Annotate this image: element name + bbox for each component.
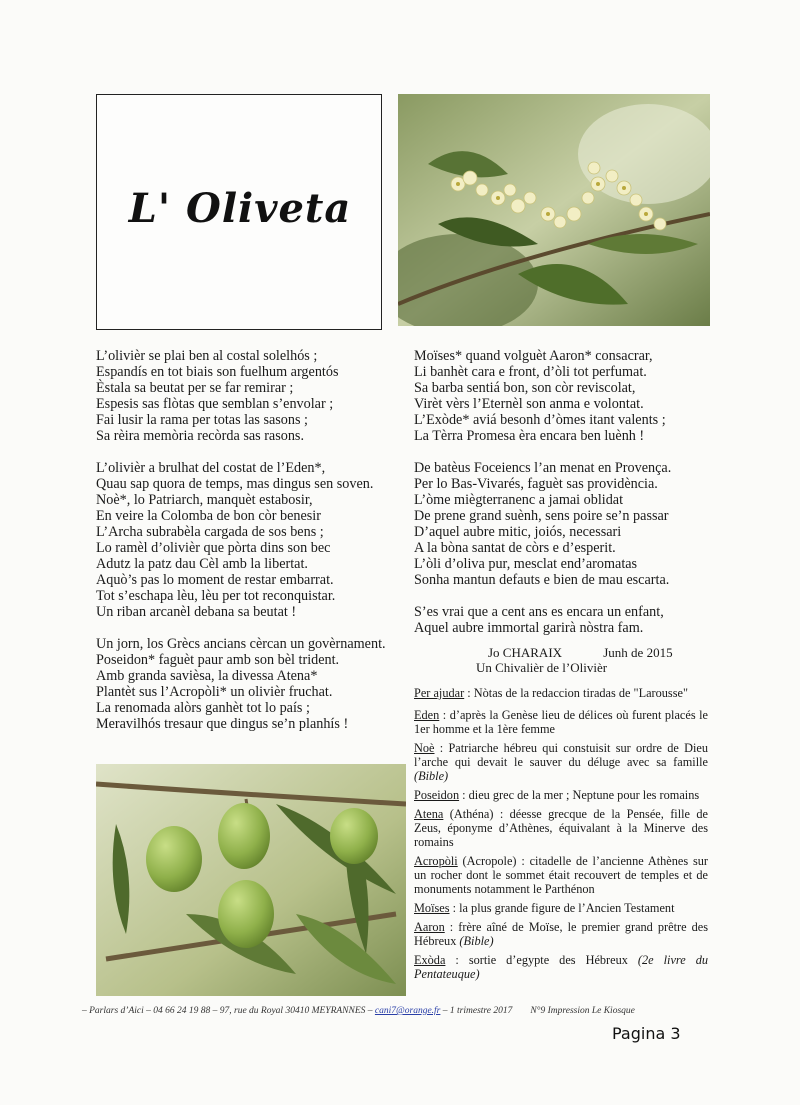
glossary-item bbox=[414, 901, 708, 915]
poem-line: Sa barba sentiá bon, son còr reviscolat, bbox=[414, 380, 636, 396]
poem-line: L’olivièr se plai ben al costal solelhós ; bbox=[96, 348, 318, 364]
stanza bbox=[96, 460, 396, 620]
poem-line: L’Archa subrabèla cargada de sos bens ; bbox=[96, 524, 324, 540]
glossary-item bbox=[414, 920, 708, 948]
poem-line: Poseidon* faguèt paur amb son bèl trident. bbox=[96, 652, 340, 668]
glossary-item bbox=[414, 807, 708, 849]
glossary-term: Noè bbox=[414, 741, 435, 755]
glossary bbox=[414, 686, 708, 986]
footer-period: – 1 trimestre 2017 bbox=[440, 1006, 513, 1016]
page-title: L' Oliveta bbox=[128, 185, 352, 232]
poem-line: Meravilhós tresaur que dingus se’n planhís ! bbox=[96, 716, 349, 732]
poem-line: La Tèrra Promesa èra encara ben luènh ! bbox=[414, 428, 645, 444]
footer-contact bbox=[82, 1006, 702, 1016]
footer-issue: N°9 Impression Le Kiosque bbox=[530, 1006, 635, 1016]
poem-line: S’es vrai que a cent ans es encara un enfant, bbox=[414, 604, 664, 620]
poem-line: De batèus Foceiencs l’an menat en Provença. bbox=[414, 460, 672, 476]
glossary-heading-term: Per ajudar bbox=[414, 686, 465, 700]
glossary-definition: : la plus grande figure de l’Ancien Testament bbox=[449, 901, 675, 915]
poem-line: Plantèt sus l’Acropòli* un olivièr fruchat. bbox=[96, 684, 333, 700]
signature bbox=[476, 645, 673, 675]
poem-line: Aquel aubre immortal garirà nòstra fam. bbox=[414, 620, 644, 636]
poem-line: Èstala sa beutat per se far remirar ; bbox=[96, 380, 294, 396]
poem-line: Lo ramèl d’olivièr que pòrta dins son bec bbox=[96, 540, 331, 556]
poem-line: L’òli d’oliva pur, mesclat end’aromatas bbox=[414, 556, 638, 572]
poem-line: Quau sap quora de temps, mas dingus sen soven. bbox=[96, 476, 374, 492]
glossary-term: Eden bbox=[414, 708, 440, 722]
title-box bbox=[96, 94, 382, 330]
glossary-heading-text: : Nòtas de la redaccion tiradas de "Larousse" bbox=[464, 686, 688, 700]
author-role: Un Chivalièr de l’Olivièr bbox=[476, 660, 608, 675]
footer-email-link[interactable]: cani7@orange.fr bbox=[374, 1006, 441, 1016]
stanza bbox=[414, 348, 714, 444]
poem-line: Espandís en tot biais son fuelhum argentós bbox=[96, 364, 339, 380]
poem-right-column bbox=[414, 348, 714, 652]
glossary-item bbox=[414, 953, 708, 981]
poem-line: Noè*, lo Patriarch, manquèt estabosir, bbox=[96, 492, 313, 508]
poem-line: Sonha mantun defauts e bien de mau escarta. bbox=[414, 572, 670, 588]
poem-line: Per lo Bas-Vivarés, faguèt sas providència. bbox=[414, 476, 658, 492]
glossary-item bbox=[414, 854, 708, 896]
poem-line: Virèt vèrs l’Eternèl son anma e volontat. bbox=[414, 396, 644, 412]
author-name: Jo CHARAIX bbox=[488, 645, 563, 660]
poem-line: Adutz la patz dau Cèl amb la libertat. bbox=[96, 556, 308, 572]
poem-line: L’Exòde* aviá besonh d’òmes itant valents ; bbox=[414, 412, 666, 428]
poem-line: De prene grand suènh, sens poire se’n passar bbox=[414, 508, 669, 524]
poem-line: Aquò’s pas lo moment de restar embarrat. bbox=[96, 572, 334, 588]
glossary-definition: : sortie d’egypte des Hébreux bbox=[445, 953, 638, 967]
green-olives-photo bbox=[96, 764, 406, 996]
poem-line: L’òme miègterranenc a jamai oblidat bbox=[414, 492, 624, 508]
glossary-definition: (Acropole) : citadelle de l’ancienne Athènes sur un rocher dont le sommet était recouvert de temples et de monuments notamment le Parthénon bbox=[414, 854, 708, 896]
glossary-term: Atena bbox=[414, 807, 444, 821]
glossary-source: (2e livre du Pentateuque) bbox=[414, 953, 708, 981]
poem-line: Sa rèira memòria recòrda sas rasons. bbox=[96, 428, 304, 444]
poem-line: Un riban arcanèl debana sa beutat ! bbox=[96, 604, 297, 620]
poem-line: D’aquel aubre mitic, joiós, necessari bbox=[414, 524, 622, 540]
glossary-item bbox=[414, 741, 708, 783]
glossary-source: (Bible) bbox=[414, 769, 449, 783]
glossary-term: Exòda bbox=[414, 953, 446, 967]
poem-line: Un jorn, los Grècs ancians cèrcan un govèrnament. bbox=[96, 636, 386, 652]
glossary-definition: : d’après la Genèse lieu de délices où furent placés le 1er homme et la 1ère femme bbox=[414, 708, 708, 736]
glossary-definition: : dieu grec de la mer ; Neptune pour les romains bbox=[459, 788, 700, 802]
poem-line: Fai lusir la rama per totas las sasons ; bbox=[96, 412, 308, 428]
stanza bbox=[414, 604, 714, 636]
poem-line: Amb granda savièsa, la divessa Atena* bbox=[96, 668, 318, 684]
stanza bbox=[96, 636, 396, 732]
stanza bbox=[414, 460, 714, 588]
glossary-term: Poseidon bbox=[414, 788, 460, 802]
glossary-source: (Bible) bbox=[459, 934, 494, 948]
glossary-term: Acropòli bbox=[414, 854, 458, 868]
glossary-definition: (Athéna) : déesse grecque de la Pensée, fille de Zeus, éponyme d’Athènes, équivalant à la Minerve des romains bbox=[414, 807, 708, 849]
stanza bbox=[96, 348, 396, 444]
poem-line: La renomada alòrs ganhèt tot lo país ; bbox=[96, 700, 310, 716]
footer-address: – Parlars d’Aici – 04 66 24 19 88 – 97, rue du Royal 30410 MEYRANNES – bbox=[82, 1006, 375, 1016]
poem-line: Tot s’eschapa lèu, lèu per tot reconquistar. bbox=[96, 588, 336, 604]
olive-blossom-photo bbox=[398, 94, 710, 326]
poem-left-column bbox=[96, 348, 396, 748]
glossary-definition: : Patriarche hébreu qui constuisit sur ordre de Dieu l’arche qui devait le sauver du déluge avec sa famille bbox=[414, 741, 708, 769]
poem-line: En veire la Colomba de bon còr benesir bbox=[96, 508, 321, 524]
poem-line: Moïses* quand volguèt Aaron* consacrar, bbox=[414, 348, 653, 364]
glossary-item bbox=[414, 708, 708, 736]
poem-line: L’olivièr a brulhat del costat de l’Eden*, bbox=[96, 460, 326, 476]
signature-date: Junh de 2015 bbox=[603, 645, 673, 660]
poem-line: Espesis sas flòtas que semblan s’envolar ; bbox=[96, 396, 334, 412]
poem-line: Li banhèt cara e front, d’òli tot perfumat. bbox=[414, 364, 647, 380]
glossary-term: Moïses bbox=[414, 901, 450, 915]
page-number: Pagina 3 bbox=[612, 1024, 681, 1043]
glossary-definition: : frère aîné de Moïse, le premier grand prêtre des Hébreux bbox=[414, 920, 708, 948]
glossary-term: Aaron bbox=[414, 920, 445, 934]
glossary-heading bbox=[414, 686, 708, 700]
glossary-item bbox=[414, 788, 708, 802]
poem-line: A la bòna santat de còrs e d’esperit. bbox=[414, 540, 616, 556]
